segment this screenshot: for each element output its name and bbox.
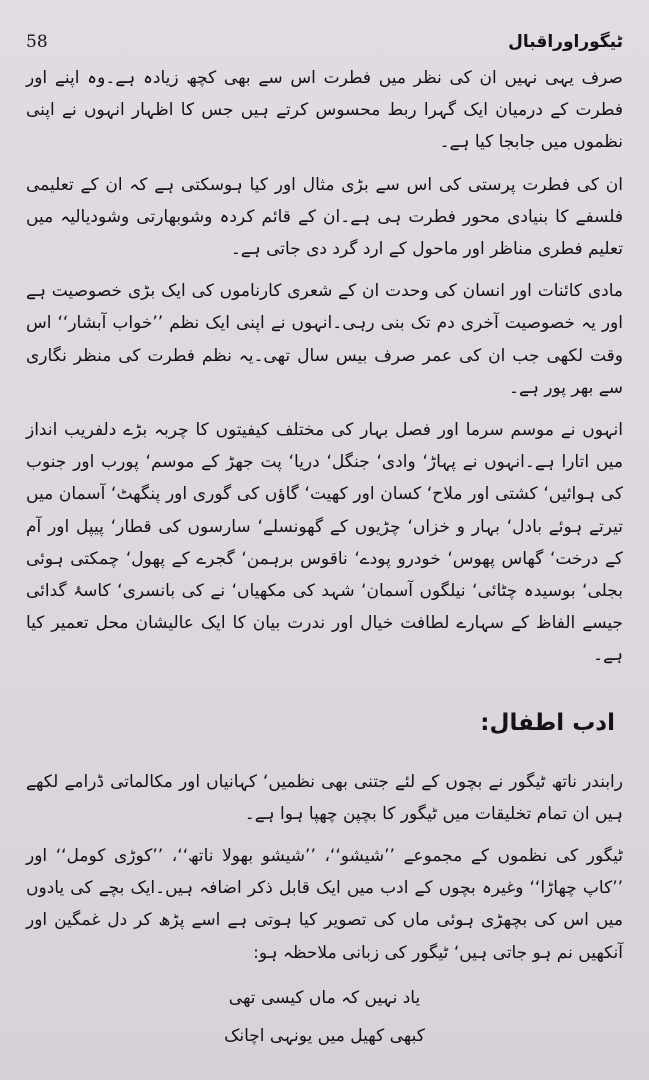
- paragraph: انہوں نے موسم سرما اور فصل بہار کی مختلف کیفیتوں کا چربہ بڑے دلفریب انداز میں اتارا ہے۔انہوں نے پہاڑ‘ وادی‘ جنگل‘ دریا‘ پت جھڑ کے موسم‘ پورب اور جنوب کی ہوائیں‘ کشتی اور ملاح‘ کسان اور کھیت‘ گاؤں کی گوری اور پنگھٹ‘ آسمان میں تیرتے ہوئے بادل‘ بہار و خزاں‘ چڑیوں کے گھونسلے‘ سارسوں کی قطار‘ پیپل اور آم کے درخت‘ گھاس پھوس‘ خودرو پودے‘ ناقوس برہمن‘ گجرے کے پھول‘ چمکتی ہوئی بجلی‘ بوسیدہ چٹائی‘ نیلگوں آسمان‘ شہد کی مکھیاں‘ نے کی بانسری‘ کاسۂ گدائی جیسے الفاظ کے سہارے لطافت خیال اور ندرت بیان کا ایک عالیشان محل تعمیر کیا ہے۔: [26, 420, 623, 666]
- verse-line: یاد نہیں کہ ماں کیسی تھی: [228, 987, 421, 1008]
- paragraph: رابندر ناتھ ٹیگور نے بچوں کے لئے جتنی بھی نظمیں‘ کہانیاں اور مکالماتی ڈرامے لکھے ہیں ان تمام تخلیقات میں ٹیگور کا بچپن چھپا ہوا ہے۔: [26, 771, 623, 824]
- page-number: 58: [26, 32, 48, 52]
- verse-block: [26, 979, 623, 1055]
- paragraph: ان کی فطرت پرستی کی اس سے بڑی مثال اور کیا ہوسکتی ہے کہ ان کے تعلیمی فلسفے کا بنیادی محور فطرت ہی ہے۔ان کے قائم کردہ وشوبھارتی وشودیالیہ میں تعلیم فطری مناظر اور ماحول کے ارد گرد دی جاتی ہے۔: [26, 174, 623, 260]
- page-header: [26, 22, 623, 52]
- section-heading: ادب اطفال:: [480, 709, 615, 736]
- verse-line: کبھی کھیل میں یونہی اچانک: [224, 1025, 425, 1046]
- running-title: ٹیگوراوراقبال: [508, 32, 623, 52]
- page-body: [26, 62, 623, 1055]
- paragraph: مادی کائنات اور انسان کی وحدت ان کے شعری کارناموں کی ایک بڑی خصوصیت ہے اور یہ خصوصیت آخری دم تک بنی رہی۔انہوں نے اپنی ایک نظم ’’خواب آبشار‘‘ اس وقت لکھی جب ان کی عمر صرف بیس سال تھی۔یہ نظم فطرت کی منظر نگاری سے بھر پور ہے۔: [26, 281, 623, 398]
- paragraph: صرف یہی نہیں ان کی نظر میں فطرت اس سے بھی کچھ زیادہ ہے۔وہ اپنے اور فطرت کے درمیان ایک گہرا ربط محسوس کرتے ہیں جس کا اظہار انہوں نے اپنی نظموں میں جابجا کیا ہے۔: [26, 68, 623, 153]
- paragraph: ٹیگور کی نظموں کے مجموعے ’’شیشو‘‘، ’’شیشو بھولا ناتھ‘‘، ’’کوڑی کومل‘‘ اور ’’کاپ چھاڑا‘‘ وغیرہ بچوں کے ادب میں ایک قابل ذکر اضافہ ہیں۔ایک بچے کی یادوں میں اس کی بچھڑی ہوئی ماں کی تصویر کیا ہوتی ہے اسے پڑھ کر دل غمگین اور آنکھیں نم ہو جاتی ہیں‘ ٹیگور کی زبانی ملاحظہ ہو:: [26, 846, 623, 963]
